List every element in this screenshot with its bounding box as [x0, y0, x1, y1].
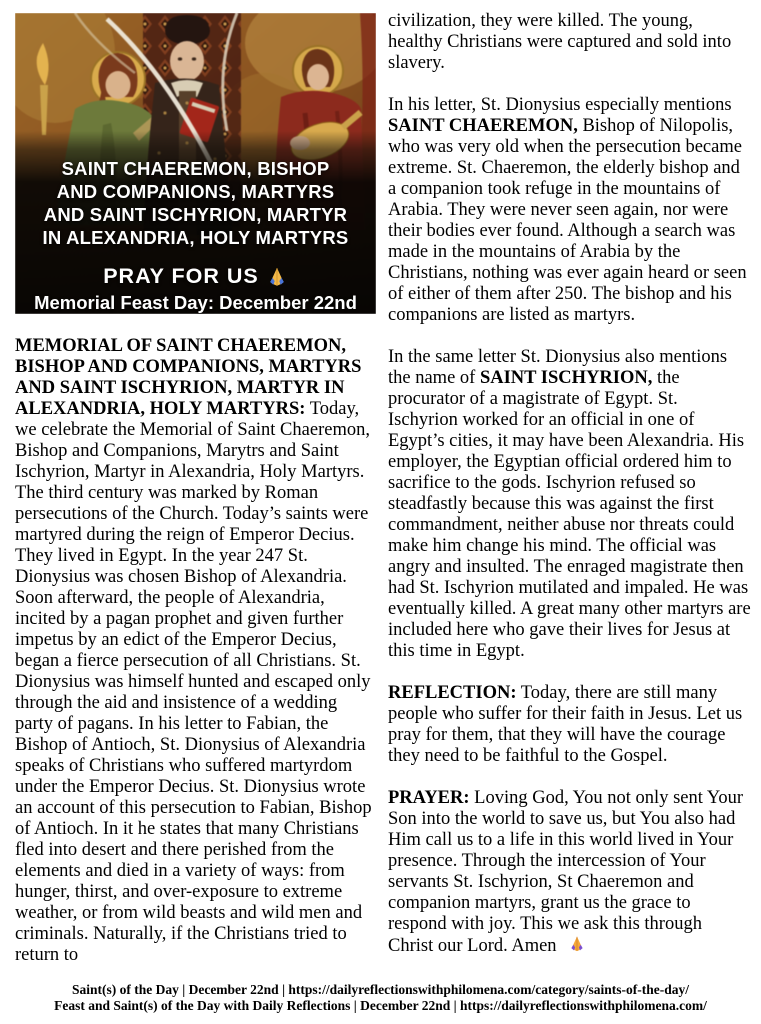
feast-day-line: Memorial Feast Day: December 22nd — [34, 292, 357, 313]
paragraph-ischyrion — [388, 347, 751, 662]
left-column — [15, 336, 376, 966]
pray-for-us-label: PRAY FOR US — [103, 264, 259, 288]
chaeremon-name: SAINT CHAEREMON, — [388, 116, 578, 136]
saint-image-card — [15, 13, 376, 314]
footer-line-1: Saint(s) of the Day | December 22nd | https://dailyreflectionswithphilomena.com/category/saints-of-the-day/ — [71, 982, 690, 997]
image-title-line-4: IN ALEXANDRIA, HOLY MARTYRS — [42, 227, 349, 248]
ischyrion-body: the procurator of a magistrate of Egypt. St. Ischyrion worked for an official in one of Egypt’s cities, it may have been Alexandria. His employer, the Egyptian official ordered him to sacrifice to the gods. Ischyrion refused so steadfastly because this was against the first commandment, neither abuse nor threats could make him change his mind. The official was angry and insulted. The enraged magistrate then had St. Ischyrion mutilated and impaled. He was eventually killed. A great many other martyrs are included here who gave their lives for Jesus at this time in Egypt. — [388, 368, 751, 661]
right-column — [388, 11, 751, 957]
prayer-label: PRAYER: — [388, 788, 470, 808]
prayer-body: Loving God, You not only sent Your Son into the world to save us, but You also had Him call us to a life in this world lived in Your presence. Through the intercession of Your servants St. Ischyrion, St Chaeremon and companion martyrs, grant us the grace to respond with joy. This we ask this through Christ our Lord. Amen — [388, 788, 743, 956]
image-caption-overlay — [15, 157, 376, 314]
paragraph-civilization — [388, 11, 751, 74]
memorial-heading: MEMORIAL OF SAINT CHAEREMON, BISHOP AND COMPANIONS, MARTYRS AND SAINT ISCHYRION, MARTYR IN ALEXANDRIA, HOLY MARTYRS: — [15, 336, 362, 419]
image-title-line-2: AND COMPANIONS, MARTYRS — [56, 181, 335, 202]
folded-hands-icon — [266, 266, 288, 288]
page-footer — [0, 982, 761, 1014]
folded-hands-icon — [568, 935, 586, 953]
memorial-paragraph — [15, 336, 376, 966]
ischyrion-lead: In the same letter St. Dionysius also mentions the name of — [388, 347, 728, 388]
image-title-line-1: SAINT CHAEREMON, BISHOP — [61, 158, 330, 179]
paragraph-reflection — [388, 683, 751, 767]
reflection-body: Today, there are still many people who suffer for their faith in Jesus. Let us pray for them, that they will have the courage they need to be faithful to the Gospel. — [388, 683, 743, 766]
chaeremon-body: Bishop of Nilopolis, who was very old when the persecution became extreme. St. Chaeremon, the elderly bishop and a companion took refuge in the mountains of Arabia. They were never seen again, nor were their bodies ever found. Although a search was made in the mountains of Arabia by the Christians, nothing was ever again heard or seen of either of them after 250. The bishop and his companions are listed as martyrs. — [388, 116, 747, 325]
ischyrion-name: SAINT ISCHYRION, — [479, 368, 653, 388]
pray-for-us-line — [15, 264, 376, 289]
paragraph-chaeremon — [388, 95, 751, 326]
footer-line-2: Feast and Saint(s) of the Day with Daily Reflections | December 22nd | https://dailyreflectionswithphilomena.com/ — [54, 998, 707, 1013]
reflection-label: REFLECTION: — [388, 683, 517, 703]
paragraph-civilization-text: civilization, they were killed. The young, healthy Christians were captured and sold into slavery. — [388, 11, 732, 73]
memorial-body: Today, we celebrate the Memorial of Saint Chaeremon, Bishop and Companions, Marytrs and Saint Ischyrion, Martyr in Alexandria, Holy Martyrs. The third century was marked by Roman persecutions of the Church. Today’s saints were martyred during the reign of Emperor Decius. They lived in Egypt. In the year 247 St. Dionysius was chosen Bishop of Alexandria. Soon afterward, the people of Alexandria, incited by a pagan prophet and given further impetus by an edict of the Emperor Decius, began a fierce persecution of all Christians. St. Dionysius was himself hunted and escaped only through the aid and insistence of a wedding party of pagans. In his letter to Fabian, the Bishop of Antioch, St. Dionysius of Alexandria speaks of Christians who suffered martyrdom under the Emperor Decius. St. Dionysius wrote an account of this persecution to Fabian, Bishop of Antioch. In it he states that many Christians fled into desert and there perished from the elements and died in a variety of ways: from hunger, thirst, and over-exposure to extreme weather, or from wild beasts and wild men and criminals. Naturally, if the Christians tried to return to — [15, 399, 372, 965]
paragraph-prayer — [388, 788, 751, 957]
chaeremon-lead: In his letter, St. Dionysius especially mentions — [388, 95, 732, 115]
image-title-line-3: AND SAINT ISCHYRION, MARTYR — [43, 204, 348, 225]
